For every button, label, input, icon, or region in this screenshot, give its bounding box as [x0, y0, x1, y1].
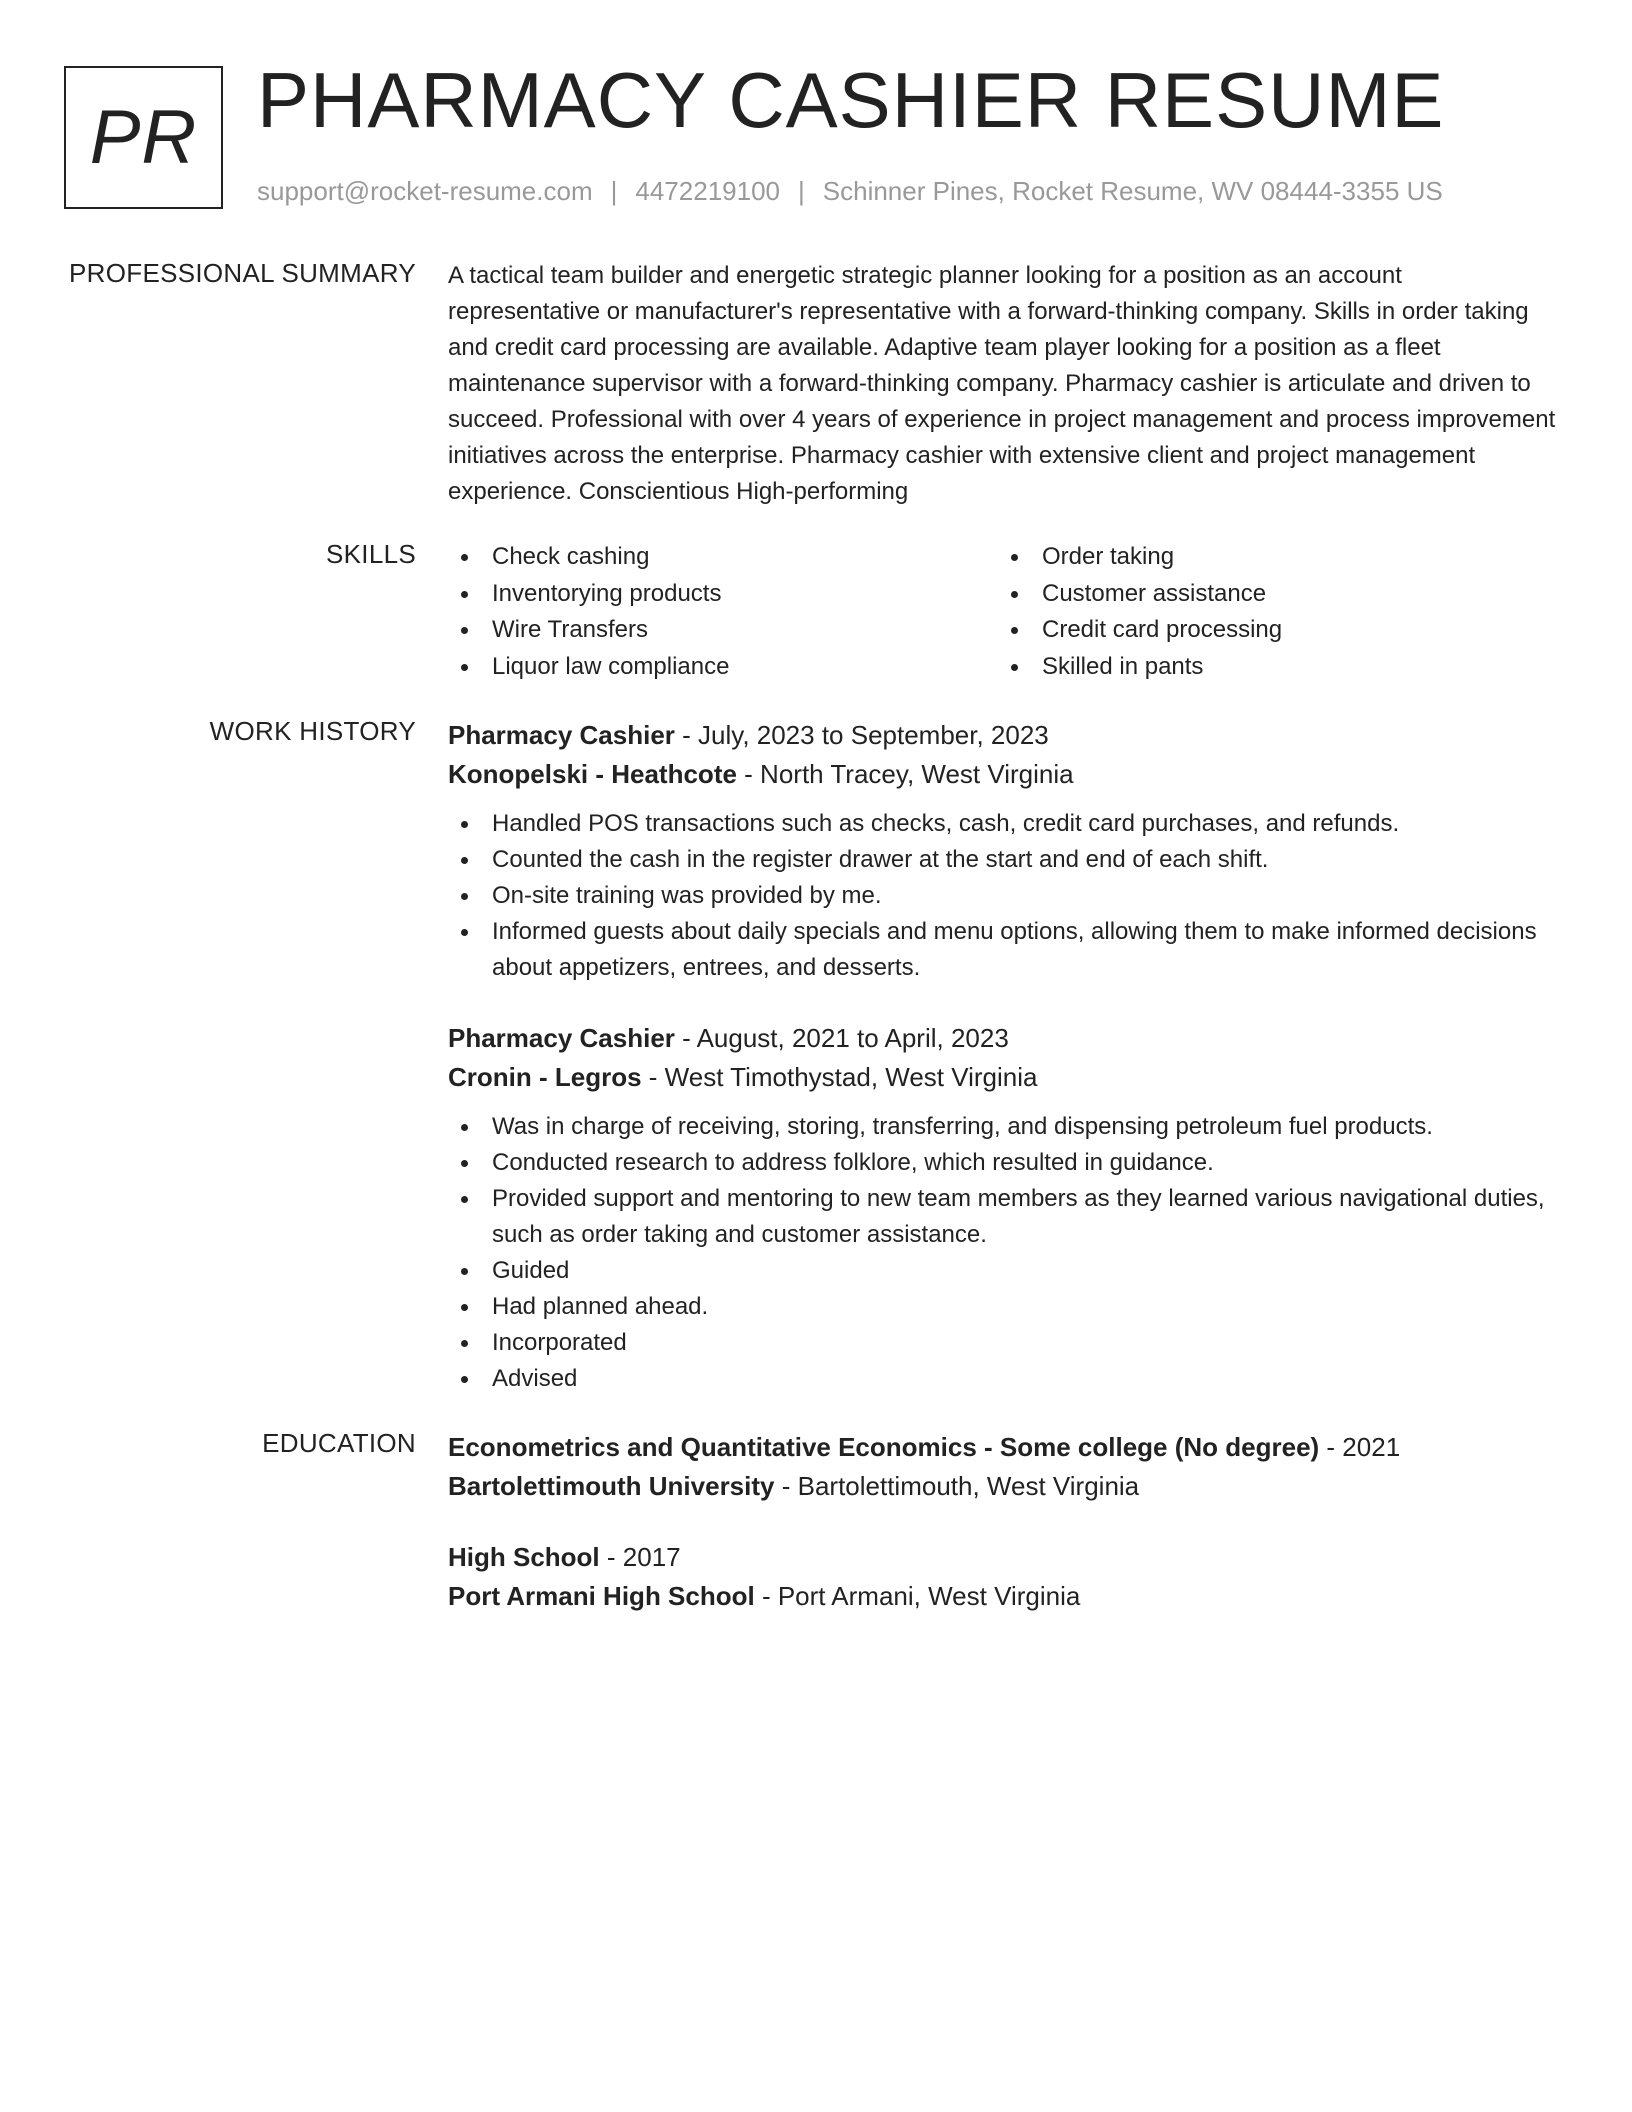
job-location: - West Timothystad, West Virginia	[641, 1062, 1038, 1092]
monogram-initials: PR	[89, 95, 198, 180]
education-school-line	[448, 1467, 1558, 1506]
skill-item: Liquor law compliance	[448, 649, 998, 686]
job-bullet: Counted the cash in the register drawer at the start and end of each shift.	[448, 842, 1558, 878]
education-degree: Econometrics and Quantitative Economics - Some college (No degree)	[448, 1432, 1320, 1462]
job-company: Konopelski - Heathcote	[448, 759, 737, 789]
skills-list-left	[448, 539, 998, 685]
section-label-work: WORK HISTORY	[209, 716, 416, 746]
section-label-education: EDUCATION	[262, 1428, 416, 1458]
job-bullet: On-site training was provided by me.	[448, 878, 1558, 914]
job-title-line	[448, 1019, 1558, 1058]
job-company: Cronin - Legros	[448, 1062, 642, 1092]
skill-item: Credit card processing	[998, 612, 1548, 649]
contact-separator: |	[610, 176, 618, 206]
education-degree-line	[448, 1538, 1558, 1577]
job-bullet: Guided	[448, 1253, 1558, 1289]
summary-text: A tactical team builder and energetic strategic planner looking for a position as an account representative or manufacturer's representative with a forward-thinking company. Skills in order taking and credit card processing are available. Adaptive team player looking for a position as a fleet maintenance supervisor with a forward-thinking company. Pharmacy cashier is articulate and driven to succeed. Professional with over 4 years of experience in project management and process improvement initiatives across the enterprise. Pharmacy cashier with extensive client and project management experience. Conscientious High-performing	[448, 262, 1556, 505]
section-label-summary: PROFESSIONAL SUMMARY	[69, 258, 416, 288]
job-location: - North Tracey, West Virginia	[736, 759, 1074, 789]
job-title-line	[448, 716, 1558, 755]
skill-item: Skilled in pants	[998, 649, 1548, 686]
education-school: Port Armani High School	[448, 1581, 755, 1611]
education-location: - Port Armani, West Virginia	[754, 1581, 1081, 1611]
job-bullet: Was in charge of receiving, storing, transferring, and dispensing petroleum fuel products.	[448, 1109, 1558, 1145]
job-title: Pharmacy Cashier	[448, 720, 675, 750]
education-degree-line	[448, 1428, 1558, 1467]
education-entry	[448, 1428, 1558, 1506]
skill-item: Check cashing	[448, 539, 998, 576]
job-bullet: Incorporated	[448, 1325, 1558, 1361]
skill-item: Wire Transfers	[448, 612, 998, 649]
job-dates: - July, 2023 to September, 2023	[674, 720, 1049, 750]
job-company-line	[448, 1058, 1558, 1097]
education-entry	[448, 1538, 1558, 1616]
job-bullet: Had planned ahead.	[448, 1289, 1558, 1325]
education-year: - 2017	[599, 1542, 681, 1572]
education-year: - 2021	[1319, 1432, 1401, 1462]
job-company-line	[448, 755, 1558, 794]
education-location: - Bartolettimouth, West Virginia	[774, 1471, 1140, 1501]
job-entry	[448, 1019, 1558, 1397]
job-bullet: Conducted research to address folklore, which resulted in guidance.	[448, 1145, 1558, 1181]
contact-address: Schinner Pines, Rocket Resume, WV 08444-3355 US	[822, 176, 1443, 206]
job-bullets	[448, 806, 1558, 986]
contact-email[interactable]: support@rocket-resume.com	[257, 176, 593, 206]
contact-separator: |	[798, 176, 805, 206]
skills-list-right	[998, 539, 1548, 685]
resume-title: PHARMACY CASHIER RESUME	[257, 56, 1445, 144]
job-title: Pharmacy Cashier	[448, 1023, 675, 1053]
job-dates: - August, 2021 to April, 2023	[674, 1023, 1009, 1053]
job-bullet: Provided support and mentoring to new team members as they learned various navigational duties, such as order taking and customer assistance.	[448, 1181, 1558, 1253]
monogram-box	[64, 66, 223, 209]
education-school: Bartolettimouth University	[448, 1471, 775, 1501]
contact-phone[interactable]: 4472219100	[635, 176, 780, 206]
education-school-line	[448, 1577, 1558, 1616]
contact-line	[257, 176, 1443, 207]
job-bullet: Handled POS transactions such as checks, cash, credit card purchases, and refunds.	[448, 806, 1558, 842]
job-bullets	[448, 1109, 1558, 1397]
education-degree: High School	[448, 1542, 600, 1572]
skill-item: Inventorying products	[448, 576, 998, 613]
job-entry	[448, 716, 1558, 986]
skill-item: Customer assistance	[998, 576, 1548, 613]
job-bullet: Advised	[448, 1361, 1558, 1397]
section-label-skills: SKILLS	[326, 539, 416, 569]
job-bullet: Informed guests about daily specials and menu options, allowing them to make informed decisions about appetizers, entrees, and desserts.	[448, 914, 1558, 986]
skill-item: Order taking	[998, 539, 1548, 576]
